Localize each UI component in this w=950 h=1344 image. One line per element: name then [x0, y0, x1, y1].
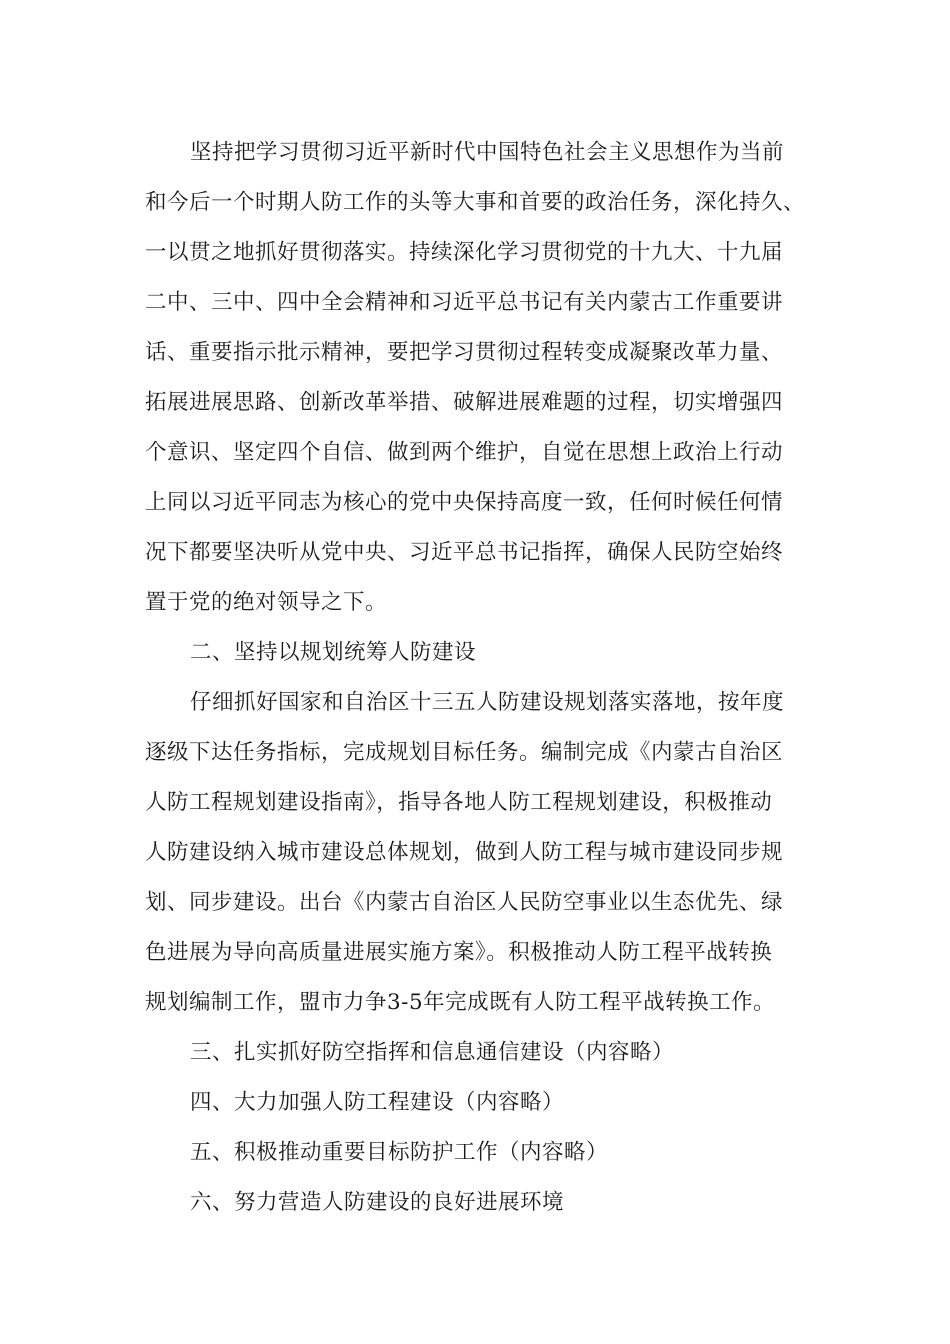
text-line: 和今后一个时期人防工作的头等大事和首要的政治任务，深化持久、 — [145, 190, 806, 215]
text-line: 五、积极推动重要目标防护工作（内容略） — [190, 1140, 609, 1165]
text-line: 坚持把学习贯彻习近平新时代中国特色社会主义思想作为当前 — [190, 140, 785, 165]
text-line: 四、大力加强人防工程建设（内容略） — [190, 1090, 565, 1115]
text-line: 人防建设纳入城市建设总体规划，做到人防工程与城市建设同步规 — [145, 840, 784, 865]
document-body — [145, 128, 825, 1228]
text-line: 逐级下达任务指标，完成规划目标任务。编制完成《内蒙古自治区 — [145, 740, 784, 765]
text-line: 置于党的绝对领导之下。 — [145, 590, 388, 615]
text-line: 话、重要指示批示精神，要把学习贯彻过程转变成凝聚改革力量、 — [145, 340, 784, 365]
text-line: 划、同步建设。出台《内蒙古自治区人民防空事业以生态优先、绿 — [145, 890, 784, 915]
text-line: 二、坚持以规划统筹人防建设 — [190, 640, 477, 665]
text-line: 三、扎实抓好防空指挥和信息通信建设（内容略） — [190, 1040, 675, 1065]
text-line: 二中、三中、四中全会精神和习近平总书记有关内蒙古工作重要讲 — [145, 290, 784, 315]
text-line: 人防工程规划建设指南》，指导各地人防工程规划建设，积极推动 — [145, 790, 773, 815]
text-line: 上同以习近平同志为核心的党中央保持高度一致，任何时候任何情 — [145, 490, 784, 515]
text-line: 仔细抓好国家和自治区十三五人防建设规划落实落地，按年度 — [190, 690, 785, 715]
text-line: 规划编制工作，盟市力争3-5年完成既有人防工程平战转换工作。 — [145, 990, 776, 1015]
text-line: 一以贯之地抓好贯彻落实。持续深化学习贯彻党的十九大、十九届 — [145, 240, 784, 265]
text-line: 拓展进展思路、创新改革举措、破解进展难题的过程，切实增强四 — [145, 390, 784, 415]
text-line: 色进展为导向高质量进展实施方案》。积极推动人防工程平战转换 — [145, 940, 773, 965]
text-line: 况下都要坚决听从党中央、习近平总书记指挥，确保人民防空始终 — [145, 540, 784, 565]
text-line: 六、努力营造人防建设的良好进展环境 — [190, 1190, 565, 1215]
text-line: 个意识、坚定四个自信、做到两个维护，自觉在思想上政治上行动 — [145, 440, 784, 465]
